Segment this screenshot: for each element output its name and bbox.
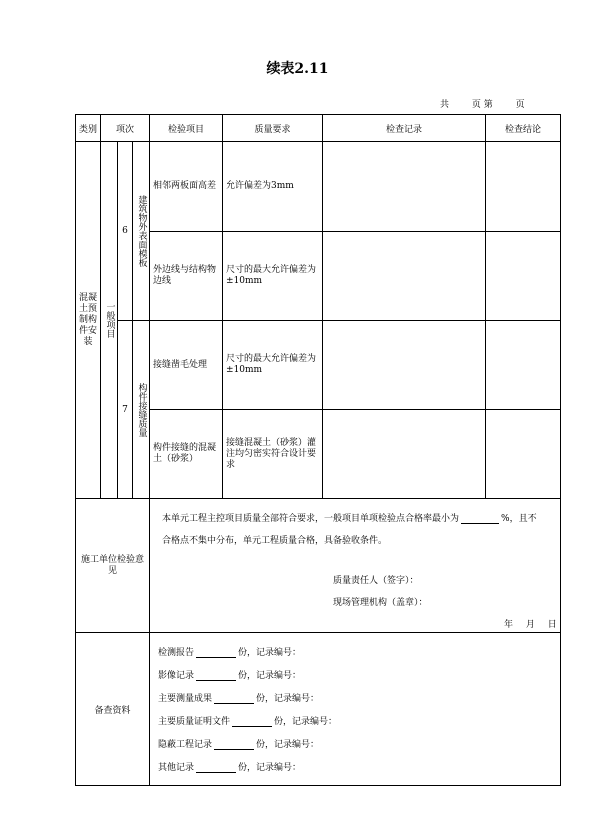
conclusion-cell[interactable] (486, 321, 561, 410)
group-no-7: 7 (118, 321, 133, 499)
header-inspection-item: 检验项目 (150, 115, 223, 142)
pass-rate-blank[interactable] (461, 513, 499, 524)
quality-requirement: 允许偏差为3mm (223, 142, 323, 232)
group-name-6: 建筑物外表面模板 (133, 142, 150, 321)
header-row (76, 115, 561, 142)
reference-label: 备查资料 (76, 633, 150, 786)
document-title: 续表2.11 (266, 61, 329, 77)
page-info: 共 页 第 页 (440, 100, 525, 110)
opinion-row (76, 499, 561, 633)
conclusion-cell[interactable] (486, 232, 561, 321)
quality-requirement: 接缝混凝土（砂浆）灌注均匀密实符合设计要求 (223, 410, 323, 499)
count-blank[interactable] (232, 716, 272, 727)
header-category: 类别 (76, 115, 101, 142)
opinion-cell (150, 499, 561, 633)
table-row (76, 321, 561, 410)
conclusion-cell[interactable] (486, 410, 561, 499)
opinion-date[interactable]: 年 月 日 (504, 620, 557, 630)
count-blank[interactable] (196, 670, 236, 681)
header-record: 检查记录 (323, 115, 486, 142)
group-no-6: 6 (118, 142, 133, 321)
record-cell[interactable] (323, 142, 486, 232)
quality-requirement: 尺寸的最大允许偏差为±10mm (223, 321, 323, 410)
opinion-label: 施工单位检验意见 (76, 499, 150, 633)
table-row (76, 142, 561, 232)
record-cell[interactable] (323, 232, 486, 321)
reference-item: 检测报告 份，记录编号： (158, 648, 302, 658)
category-cell (76, 142, 101, 499)
opinion-line2: 合格点不集中分布，单元工程质量合格，具备验收条件。 (162, 536, 388, 546)
inspection-table (75, 114, 561, 786)
count-blank[interactable] (196, 762, 236, 773)
inspection-item: 外边线与结构物边线 (150, 232, 223, 321)
reference-item: 隐蔽工程记录 份，记录编号： (158, 740, 320, 750)
conclusion-cell[interactable] (486, 142, 561, 232)
reference-cell (150, 633, 561, 786)
group-name-7: 构件接缝质量 (133, 321, 150, 499)
count-blank[interactable] (214, 739, 254, 750)
reference-row (76, 633, 561, 786)
general-items-label: 一般项目 (104, 302, 115, 338)
header-conclusion: 检查结论 (486, 115, 561, 142)
count-blank[interactable] (196, 647, 236, 658)
reference-item: 影像记录 份，记录编号： (158, 671, 302, 681)
category-label: 混凝土预制构件安装 (78, 292, 97, 347)
header-item-no: 项次 (101, 115, 150, 142)
record-cell[interactable] (323, 321, 486, 410)
reference-item: 其他记录 份，记录编号： (158, 763, 302, 773)
quality-requirement: 尺寸的最大允许偏差为±10mm (223, 232, 323, 321)
opinion-line1: 本单元工程主控项目质量全部符合要求，一般项目单项检验点合格率最小为 %，且不 (162, 514, 537, 524)
record-cell[interactable] (323, 410, 486, 499)
inspection-item: 接缝凿毛处理 (150, 321, 223, 410)
general-items-cell (101, 142, 118, 499)
header-quality-req: 质量要求 (223, 115, 323, 142)
count-blank[interactable] (214, 693, 254, 704)
inspection-item: 构件接缝的混凝土（砂浆） (150, 410, 223, 499)
quality-person-signature[interactable]: 质量责任人（签字）： (333, 576, 419, 586)
site-org-stamp[interactable]: 现场管理机构（盖章）： (333, 598, 428, 608)
reference-item: 主要质量证明文件 份，记录编号： (158, 717, 338, 727)
reference-item: 主要测量成果 份，记录编号： (158, 694, 320, 704)
inspection-item: 相邻两板面高差 (150, 142, 223, 232)
